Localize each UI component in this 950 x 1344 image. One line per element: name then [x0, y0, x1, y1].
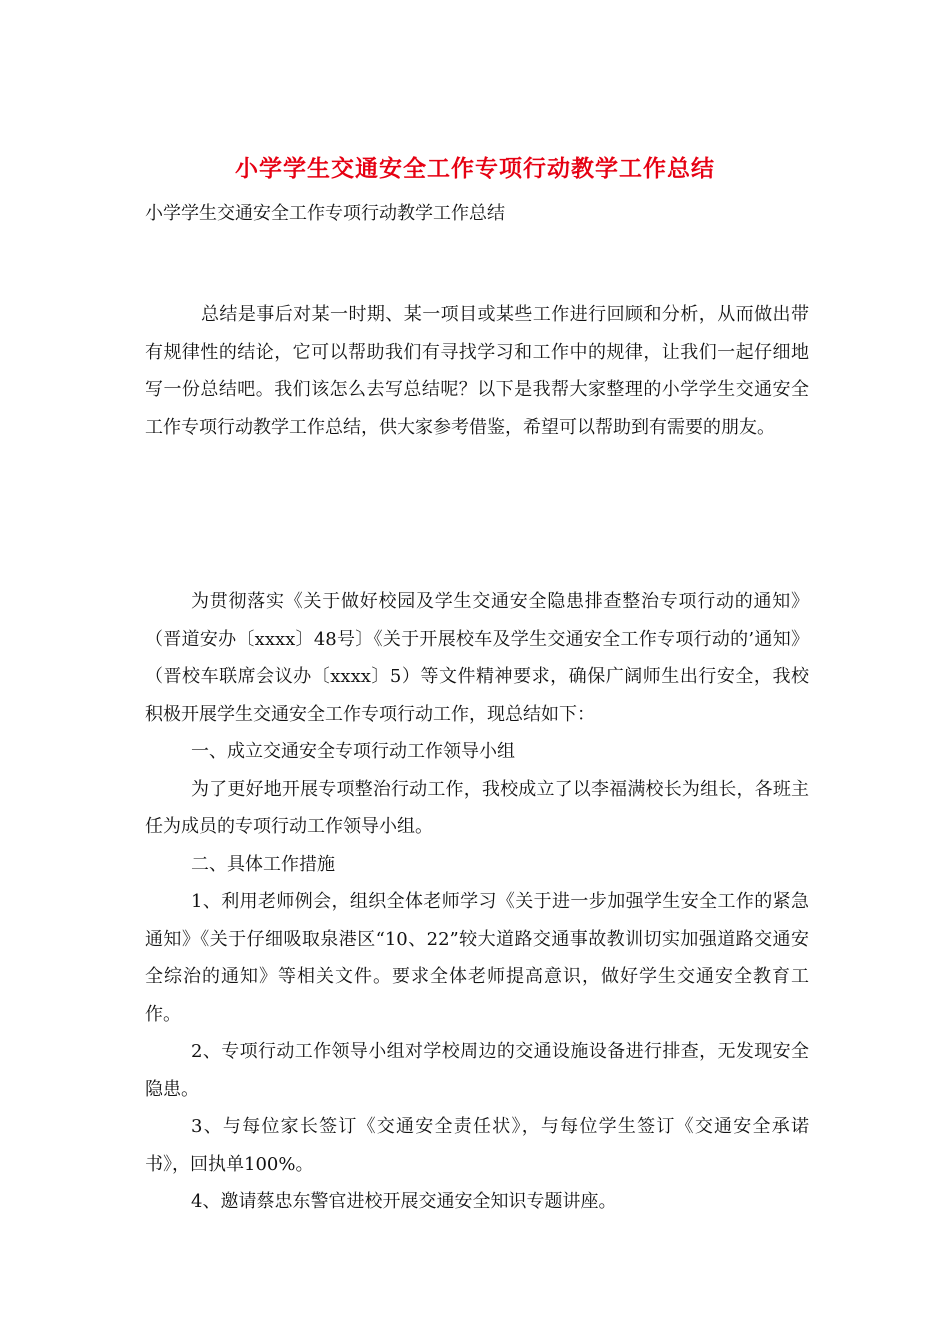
section-heading-1: 一、成立交通安全专项行动工作领导小组: [191, 741, 515, 762]
paragraph-opening: 为贯彻落实《关于做好校园及学生交通安全隐患排查整治专项行动的通知》（晋道安办〔xxxx〕48号〕《关于开展校车及学生交通安全工作专项行动的’通知》（晋校车联席会议办〔xxxx〕5）等文件精神要求，确保广阔师生出行安全，我校积极开展学生交通安全工作专项行动工作，现总结如下：: [145, 591, 809, 725]
paragraph-measure-2: 2、专项行动工作领导小组对学校周边的交通设施设备进行排查，无发现安全隐患。: [145, 1041, 809, 1100]
paragraph-measure-3: 3、与每位家长签订《交通安全责任状》，与每位学生签订《交通安全承诺书》，回执单100%。: [145, 1116, 809, 1175]
paragraph-measure-1: 1、利用老师例会，组织全体老师学习《关于进一步加强学生安全工作的紧急通知》《关于仔细吸取泉港区“10、22”较大道路交通事故教训切实加强道路交通安全综治的通知》等相关文件。要求全体老师提高意识，做好学生交通安全教育工作。: [145, 891, 809, 1025]
paragraph-measure-4: 4、邀请蔡忠东警官进校开展交通安全知识专题讲座。: [191, 1191, 617, 1212]
section-heading-2: 二、具体工作措施: [191, 853, 335, 875]
intro-section: [145, 296, 809, 446]
document-title: 小学学生交通安全工作专项行动教学工作总结: [235, 155, 715, 182]
intro-paragraph: 总结是事后对某一时期、某一项目或某些工作进行回顾和分析，从而做出带有规律性的结论，它可以帮助我们有寻找学习和工作中的规律，让我们一起仔细地写一份总结吧。我们该怎么去写总结呢？以下是我帮大家整理的小学学生交通安全工作专项行动教学工作总结，供大家参考借鉴，希望可以帮助到有需要的朋友。: [145, 304, 809, 438]
body-section: [145, 583, 809, 1221]
paragraph-leadership: 为了更好地开展专项整治行动工作，我校成立了以李福满校长为组长，各班主任为成员的专项行动工作领导小组。: [145, 778, 809, 837]
document-subtitle: 小学学生交通安全工作专项行动教学工作总结: [145, 203, 505, 224]
